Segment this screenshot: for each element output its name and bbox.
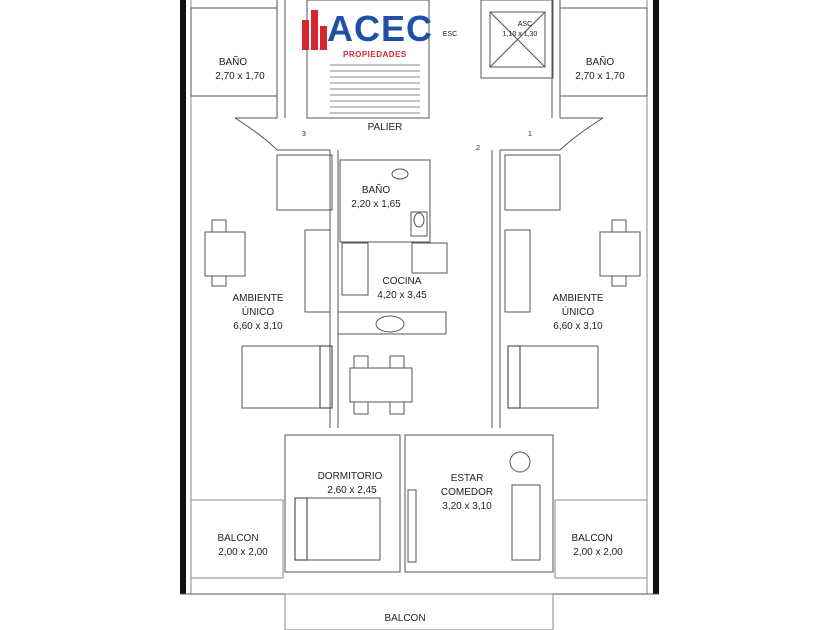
label-balcon-right: BALCON <box>571 533 613 544</box>
label-bano-center-dims: 2,20 x 1,65 <box>351 199 401 210</box>
label-asc-dims: 1,10 x 1,30 <box>502 31 538 38</box>
label-estar-2: COMEDOR <box>440 487 494 498</box>
label-estar-dims: 3,20 x 3,10 <box>442 501 492 512</box>
palier-left-arc <box>235 118 277 150</box>
label-cocina-dims: 4,20 x 3,45 <box>377 290 427 301</box>
table-right <box>600 232 640 276</box>
label-balcon-left: BALCON <box>217 533 259 544</box>
label-esc: ESC <box>442 31 458 38</box>
outer-wall-right <box>653 0 659 594</box>
palier-right-arc <box>560 118 603 150</box>
label-balcon-bottom: BALCON <box>384 613 426 624</box>
label-amb-left-1: AMBIENTE <box>232 293 284 304</box>
cocina-island <box>338 312 446 334</box>
label-amb-left-2: ÚNICO <box>241 307 275 318</box>
bed-dormitorio <box>295 498 380 560</box>
logo-icon <box>302 8 328 50</box>
label-amb-right-2: ÚNICO <box>561 307 595 318</box>
label-bano-center: BAÑO <box>361 185 391 196</box>
dining-table <box>350 368 412 402</box>
label-cocina: COCINA <box>382 276 422 287</box>
label-unit-2: 2 <box>476 145 480 152</box>
label-unit-3: 3 <box>302 131 306 138</box>
label-asc: ASC <box>517 21 533 28</box>
logo-name: ACEC <box>327 8 434 49</box>
label-balcon-right-dims: 2,00 x 2,00 <box>573 547 623 558</box>
cocina-counter <box>342 243 368 295</box>
label-balcon-left-dims: 2,00 x 2,00 <box>218 547 268 558</box>
label-amb-right-1: AMBIENTE <box>552 293 604 304</box>
table-left <box>205 232 245 276</box>
label-bano-right-dims: 2,70 x 1,70 <box>575 71 625 82</box>
dormitorio-room <box>285 435 400 572</box>
closet-right <box>505 155 560 210</box>
label-bano-right: BAÑO <box>585 57 615 68</box>
outer-wall-left <box>180 0 186 594</box>
label-estar-1: ESTAR <box>450 473 484 484</box>
sofa <box>512 485 540 560</box>
label-dormitorio-dims: 2,60 x 2,45 <box>327 485 377 496</box>
bed-right <box>508 346 598 408</box>
label-bano-left-dims: 2,70 x 1,70 <box>215 71 265 82</box>
label-amb-left-dims: 6,60 x 3,10 <box>233 321 283 332</box>
stair-steps <box>330 65 420 113</box>
label-bano-left: BAÑO <box>218 57 248 68</box>
label-dormitorio: DORMITORIO <box>317 471 383 482</box>
label-unit-1: 1 <box>528 131 532 138</box>
label-palier: PALIER <box>367 122 403 133</box>
bed-left <box>242 346 332 408</box>
closet-left <box>277 155 332 210</box>
logo-subtitle: PROPIEDADES <box>343 50 407 59</box>
label-amb-right-dims: 6,60 x 3,10 <box>553 321 603 332</box>
